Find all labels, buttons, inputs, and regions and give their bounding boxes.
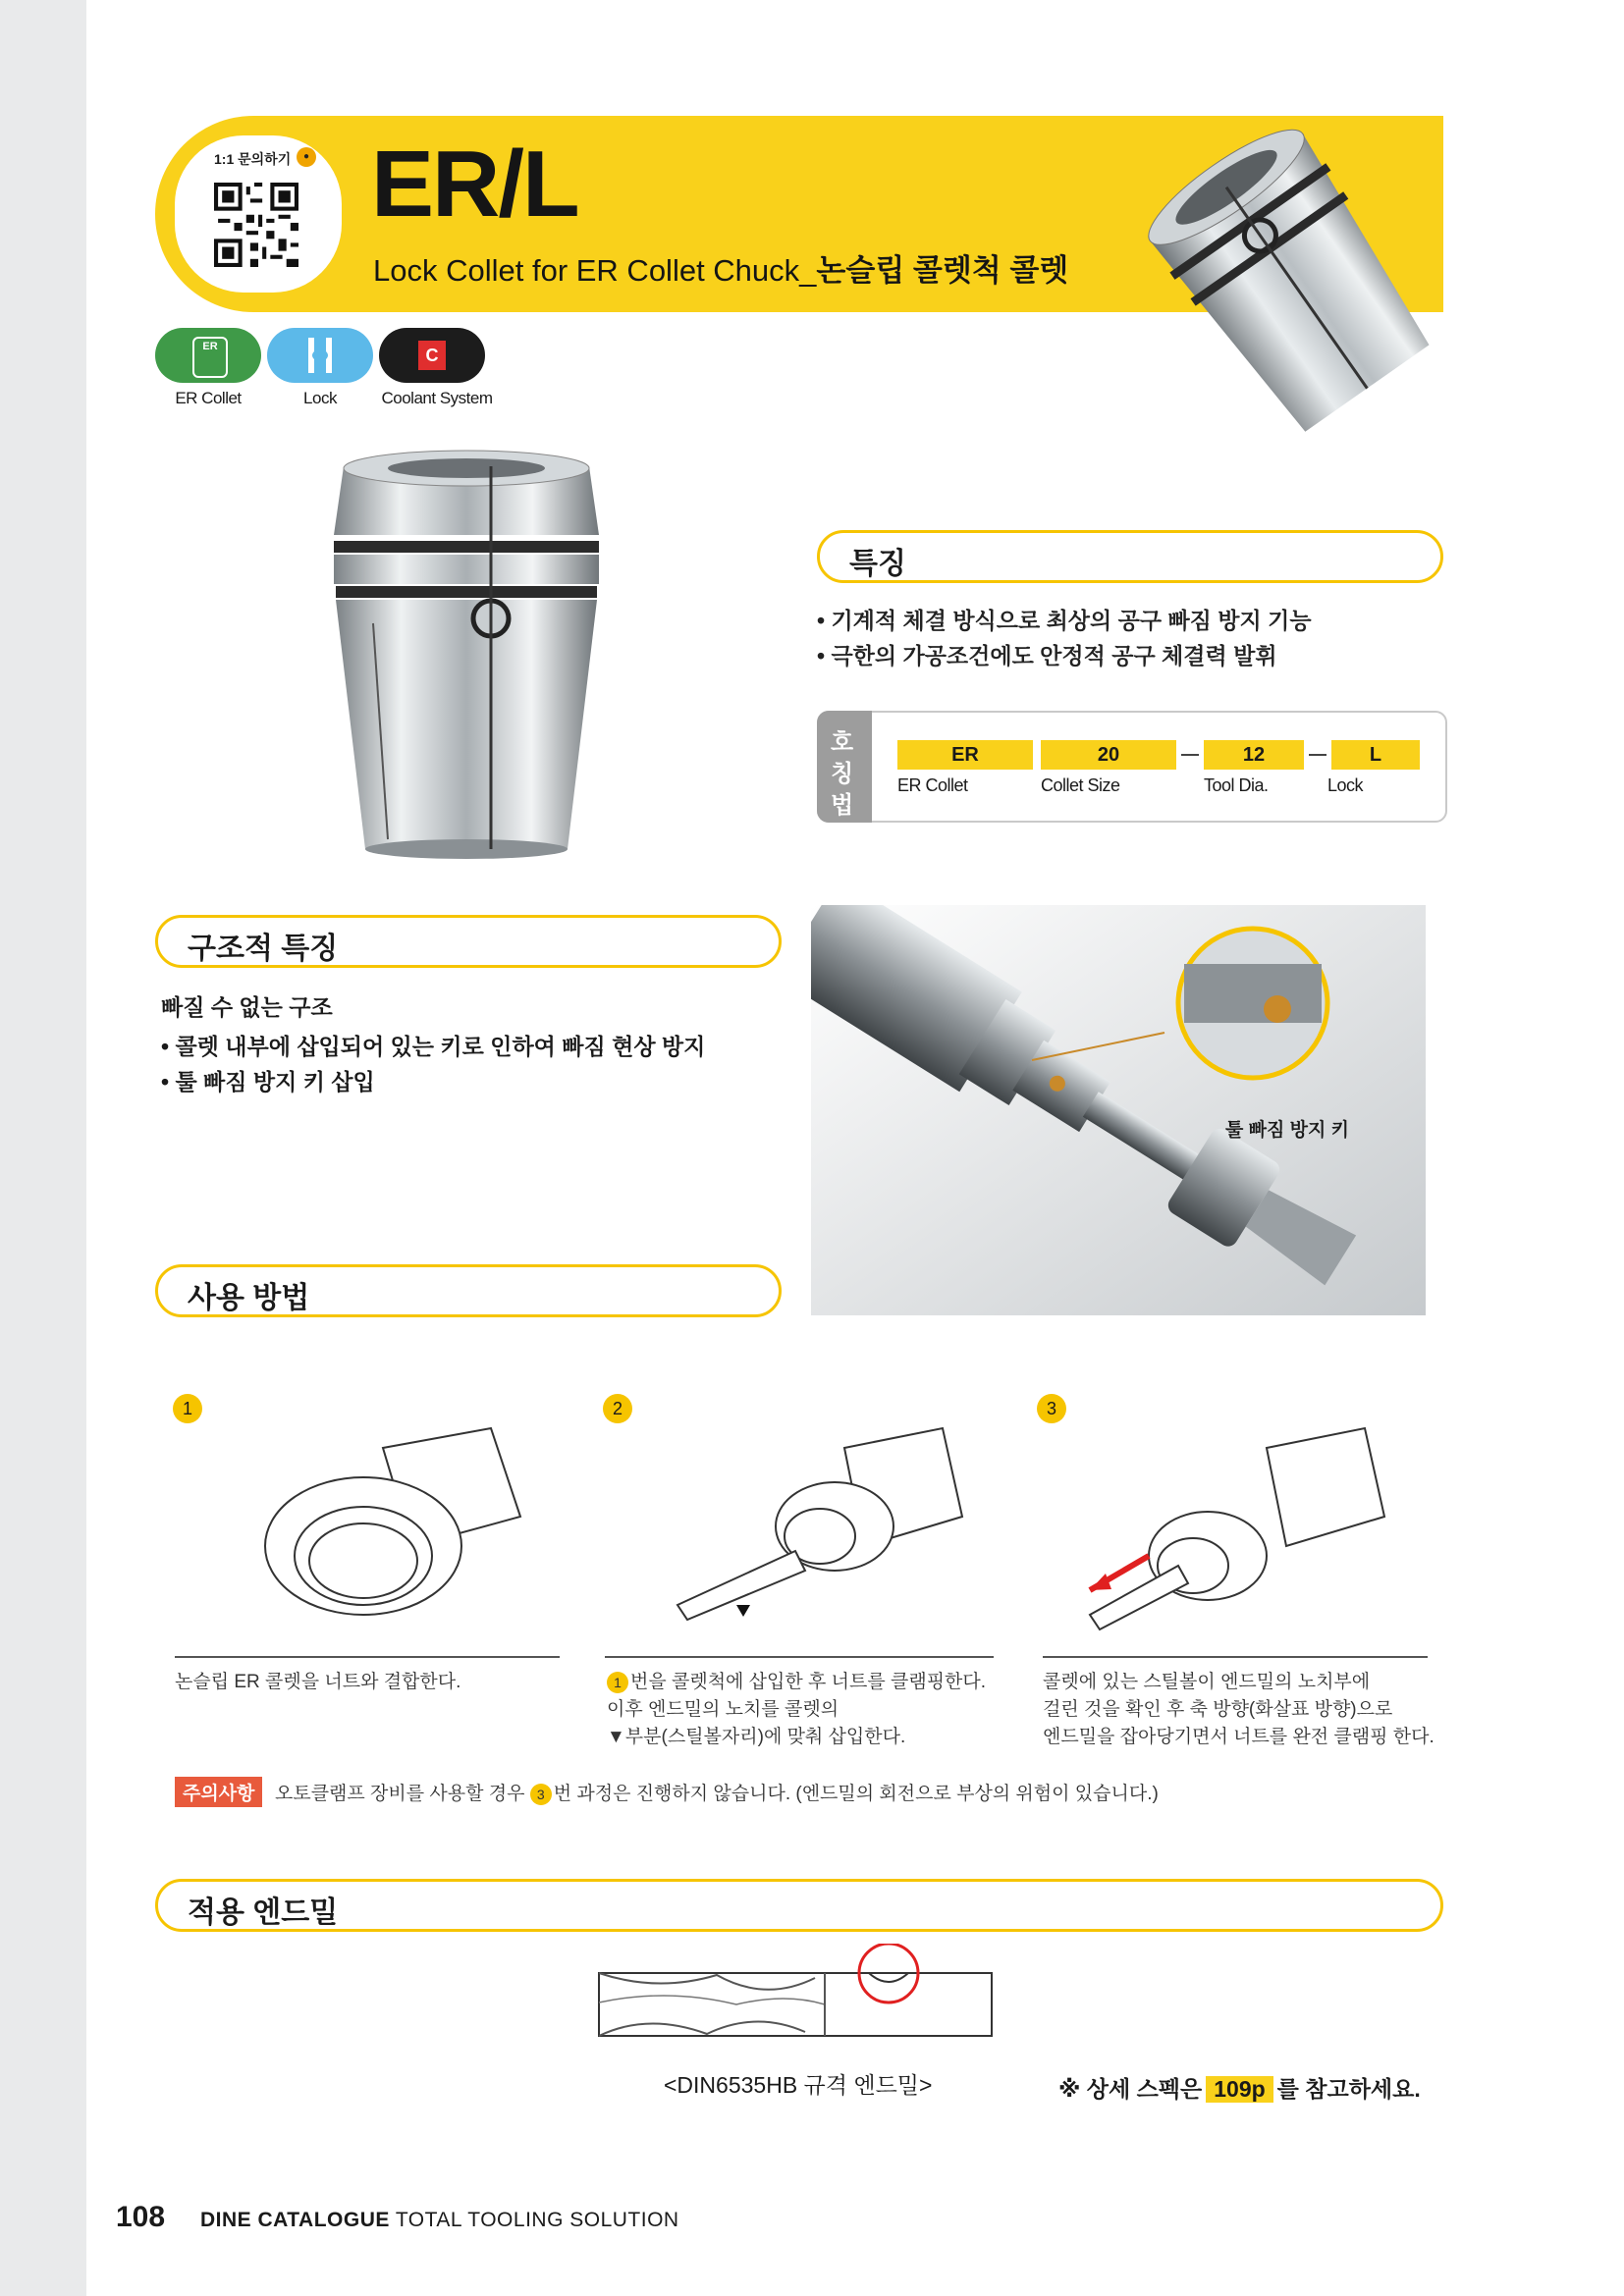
badge-label-lock: Lock bbox=[303, 389, 337, 407]
naming-label-size: Collet Size bbox=[1041, 775, 1120, 795]
naming-dash bbox=[1181, 754, 1199, 756]
naming-label-dia: Tool Dia. bbox=[1204, 775, 1269, 795]
lock-icon bbox=[300, 336, 340, 375]
er-collet-badge bbox=[155, 328, 261, 383]
step-1-illustration bbox=[226, 1409, 550, 1636]
spec-reference-page[interactable]: 109p bbox=[1206, 2076, 1272, 2103]
collet-header-image bbox=[1139, 128, 1443, 432]
step-text-line-content: 번을 콜렛척에 삽입한 후 너트를 클램핑한다. bbox=[630, 1672, 987, 1692]
step-text-line: ▼부분(스틸볼자리)에 맞춰 삽입한다. bbox=[607, 1727, 906, 1747]
caution-label: 주의사항 bbox=[175, 1777, 262, 1807]
page-title: ER/L bbox=[371, 132, 578, 237]
structure-item: • 콜렛 내부에 삽입되어 있는 키로 인하여 빠짐 현상 방지 bbox=[161, 1034, 706, 1059]
step-divider bbox=[1043, 1656, 1428, 1658]
caution-text bbox=[275, 1779, 1159, 1805]
spec-reference bbox=[1058, 2071, 1421, 2104]
footer-brand: DINE CATALOGUE bbox=[200, 2209, 390, 2231]
collet-main-image bbox=[314, 447, 619, 859]
subtitle-ko: 논슬립 콜렛척 콜렛 bbox=[816, 253, 1069, 288]
step-text-line: 콜렛에 있는 스틸볼이 엔드밀의 노치부에 bbox=[1043, 1672, 1371, 1692]
step-3-text bbox=[1043, 1669, 1435, 1751]
page-number: 108 bbox=[116, 2201, 166, 2233]
qr-label: 1:1 문의하기 bbox=[214, 151, 292, 167]
coolant-badge bbox=[379, 328, 485, 383]
naming-code-dia: 12 bbox=[1204, 740, 1304, 770]
lock-badge bbox=[267, 328, 373, 383]
caution-text-pre: 오토클램프 장비를 사용할 경우 bbox=[275, 1784, 525, 1804]
footer-text bbox=[200, 2209, 679, 2232]
naming-side-label bbox=[817, 711, 872, 823]
step-1-text bbox=[175, 1669, 560, 1696]
caution-ref-badge: 3 bbox=[530, 1784, 552, 1805]
feature-item: • 기계적 체결 방식으로 최상의 공구 빠짐 방지 기능 bbox=[817, 608, 1312, 633]
caution-text-post: 번 과정은 진행하지 않습니다. (엔드밀의 회전으로 부상의 위험이 있습니다.) bbox=[553, 1784, 1159, 1804]
step-2-illustration bbox=[619, 1409, 992, 1636]
structure-heading bbox=[155, 915, 782, 968]
spec-reference-pre: ※ 상세 스펙은 bbox=[1058, 2076, 1203, 2102]
er-collet-icon bbox=[192, 337, 228, 378]
step-text-line: 이후 엔드밀의 노치를 콜렛의 bbox=[607, 1699, 839, 1720]
step-3-illustration bbox=[1051, 1409, 1424, 1636]
coolant-icon-text: C bbox=[425, 346, 439, 365]
chat-icon: ● bbox=[297, 147, 316, 167]
naming-side-char: 호 bbox=[831, 729, 854, 756]
feature-item: • 극한의 가공조건에도 안정적 공구 체결력 발휘 bbox=[817, 643, 1277, 668]
page-subtitle bbox=[373, 245, 1068, 290]
subtitle-en: Lock Collet for ER Collet Chuck_ bbox=[373, 253, 817, 288]
structure-list bbox=[161, 1029, 705, 1099]
step-divider bbox=[175, 1656, 560, 1658]
step-divider bbox=[605, 1656, 994, 1658]
step-2-text bbox=[607, 1669, 1000, 1751]
step-text-line: 논슬립 ER 콜렛을 너트와 결합한다. bbox=[175, 1672, 461, 1692]
naming-label-lock: Lock bbox=[1327, 775, 1364, 795]
step-number: 1 bbox=[173, 1394, 202, 1423]
naming-dash bbox=[1309, 754, 1326, 756]
badge-label-coolant: Coolant System bbox=[381, 389, 493, 407]
photo-label: 툴 빠짐 방지 키 bbox=[1225, 1120, 1349, 1141]
structure-item: • 툴 빠짐 방지 키 삽입 bbox=[161, 1069, 375, 1095]
endmill-drawing bbox=[589, 1944, 1001, 2052]
naming-code-lock: L bbox=[1331, 740, 1420, 770]
usage-heading bbox=[155, 1264, 782, 1317]
structure-title: 빠질 수 없는 구조 bbox=[161, 994, 333, 1020]
features-heading-text: 특징 bbox=[849, 548, 906, 580]
naming-label-er: ER Collet bbox=[897, 775, 968, 795]
er-collet-icon-text: ER bbox=[202, 341, 218, 352]
badge-label-er: ER Collet bbox=[175, 389, 242, 407]
usage-heading-text: 사용 방법 bbox=[188, 1282, 310, 1314]
endmill-heading bbox=[155, 1879, 1443, 1932]
structure-photo bbox=[811, 905, 1426, 1315]
naming-side-char: 칭 bbox=[831, 761, 854, 787]
step-text-line: 걸린 것을 확인 후 축 방향(화살표 방향)으로 bbox=[1043, 1699, 1393, 1720]
naming-code-size: 20 bbox=[1041, 740, 1176, 770]
features-heading bbox=[817, 530, 1443, 583]
step-number: 3 bbox=[1037, 1394, 1066, 1423]
structure-heading-text: 구조적 특징 bbox=[188, 933, 339, 965]
step-number: 2 bbox=[603, 1394, 632, 1423]
page-sidebar bbox=[0, 0, 86, 2296]
step-text-line bbox=[607, 1669, 1000, 1696]
endmill-caption: <DIN6535HB 규격 엔드밀> bbox=[664, 2072, 933, 2098]
spec-reference-post: 를 참고하세요. bbox=[1276, 2076, 1421, 2102]
naming-code-er: ER bbox=[897, 740, 1033, 770]
coolant-icon bbox=[418, 341, 446, 370]
naming-side-char: 법 bbox=[831, 792, 854, 819]
footer-tagline: TOTAL TOOLING SOLUTION bbox=[395, 2209, 679, 2231]
step-ref-badge: 1 bbox=[607, 1672, 628, 1693]
step-text-line: 엔드밀을 잡아당기면서 너트를 완전 클램핑 한다. bbox=[1043, 1727, 1435, 1747]
features-list bbox=[817, 603, 1312, 673]
endmill-heading-text: 적용 엔드밀 bbox=[188, 1896, 339, 1929]
qr-code-icon[interactable] bbox=[214, 183, 298, 267]
